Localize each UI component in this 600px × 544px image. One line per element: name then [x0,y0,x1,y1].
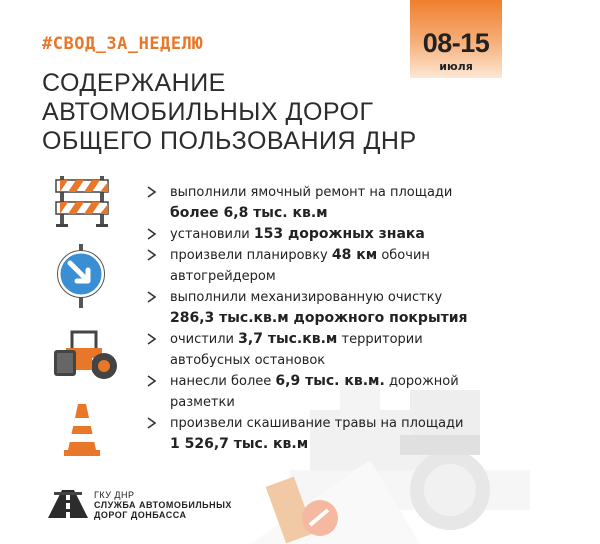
agency-name [94,490,232,520]
agency-line: ГКУ ДНР [94,490,135,500]
item-text: выполнили механизированную очистку [170,290,443,305]
item-value: 6,9 тыс. кв.м. [275,373,385,389]
chevron-right-icon [146,249,158,261]
item-text: нанесли более [170,374,276,389]
stats-list [146,182,546,455]
item-value: 286,3 тыс.кв.м дорожного покрытия [170,310,468,326]
title-line: СОДЕРЖАНИЕ [42,69,226,97]
title-line: АВТОМОБИЛЬНЫХ ДОРОГ [42,98,374,126]
item-text: дорожной [384,374,459,389]
road-roller-icon [46,328,122,380]
list-item [146,329,546,371]
item-text: территории [337,332,423,347]
date-range: 08-15 [422,28,490,58]
item-text: разметки [170,395,235,410]
item-value: 153 дорожных знака [253,226,425,242]
keep-right-sign-icon [55,244,107,308]
hashtag: #СВОД_ЗА_НЕДЕЛЮ [42,34,204,54]
traffic-cone-icon [64,402,100,458]
list-item [146,182,546,224]
item-text: обочин [377,248,430,263]
chevron-right-icon [146,228,158,240]
item-text: автобусных остановок [170,353,326,368]
item-value: 48 км [331,247,378,263]
chevron-right-icon [146,186,158,198]
list-item [146,287,546,329]
item-value: 3,7 тыс.кв.м [238,331,338,347]
chevron-right-icon [146,291,158,303]
list-item [146,371,546,413]
page-title [42,69,417,156]
item-text: установили [170,227,254,242]
list-item [146,245,546,287]
agency-line: СЛУЖБА АВТОМОБИЛЬНЫХ [94,500,232,510]
item-text: очистили [170,332,239,347]
date-month: июля [439,60,473,73]
list-item [146,224,546,245]
chevron-right-icon [146,417,158,429]
item-text: произвели скашивание травы на площади [170,416,464,431]
title-line: ОБЩЕГО ПОЛЬЗОВАНИЯ ДНР [42,127,417,155]
item-text: выполнили ямочный ремонт на площади [170,185,453,200]
item-text: автогрейдером [170,269,276,284]
item-value: 1 526,7 тыс. кв.м [170,436,309,452]
list-item [146,413,546,455]
item-text: произвели планировку [170,248,332,263]
item-value: более 6,8 тыс. кв.м [170,205,328,221]
chevron-right-icon [146,333,158,345]
road-barrier-icon [54,172,110,228]
chevron-right-icon [146,375,158,387]
agency-logo [46,486,90,520]
agency-line: ДОРОГ ДОНБАССА [94,510,187,520]
